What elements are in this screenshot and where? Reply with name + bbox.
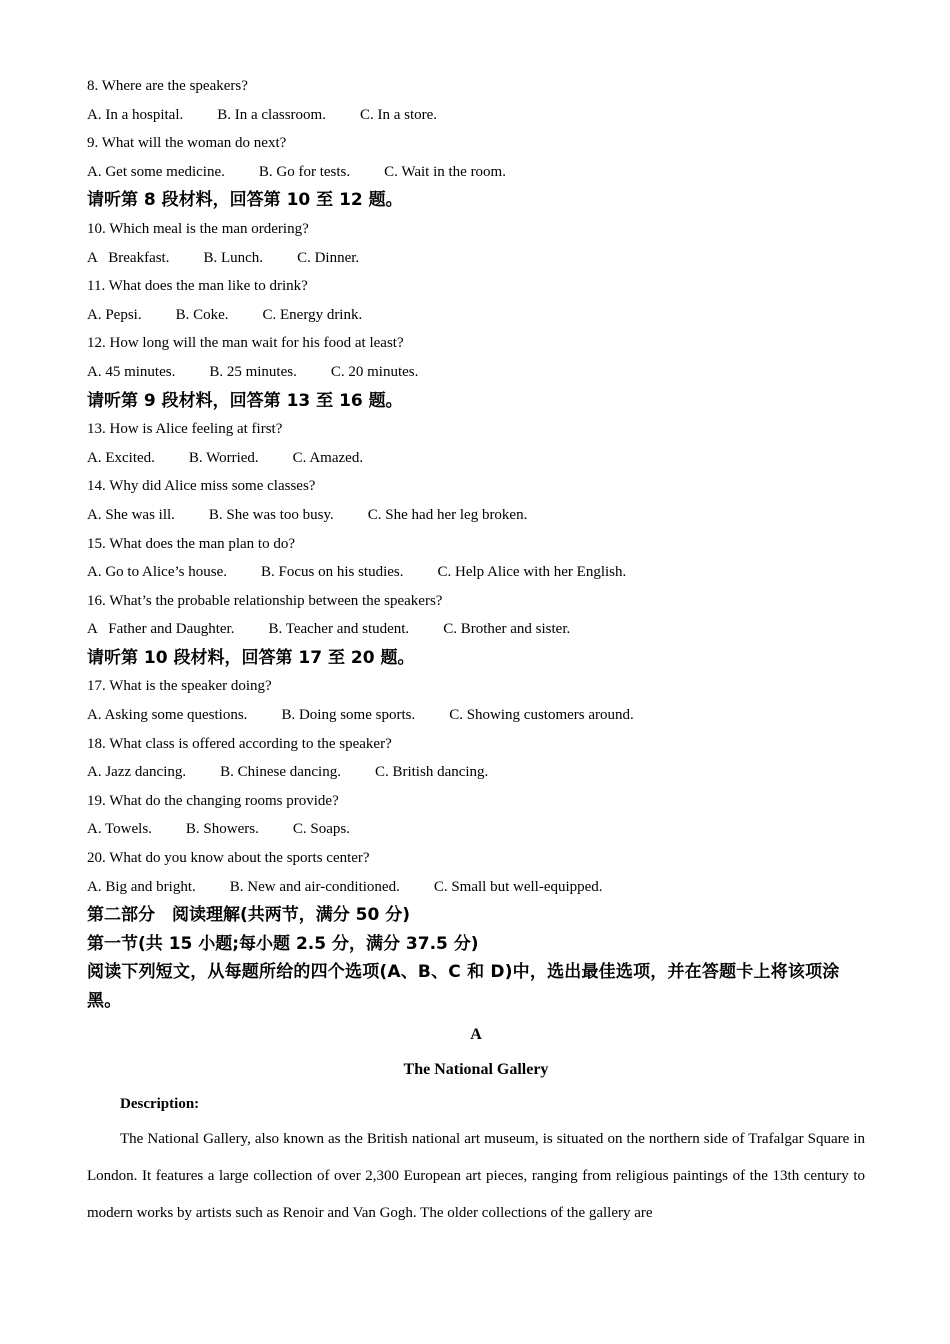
- section-10-heading: 请听第 10 段材料，回答第 17 至 20 题。: [87, 647, 415, 668]
- option: A. Get some medicine.: [87, 163, 225, 180]
- option: C. She had her leg broken.: [367, 506, 528, 523]
- option: A. Go to Alice’s house.: [87, 564, 227, 581]
- option: C. British dancing.: [374, 764, 489, 781]
- option: C. Dinner.: [297, 249, 360, 266]
- option: C. Energy drink.: [262, 306, 363, 323]
- option: B. Go for tests.: [258, 163, 351, 180]
- option: A. Towels.: [87, 821, 152, 838]
- section-8-heading: 请听第 8 段材料，回答第 10 至 12 题。: [87, 190, 403, 211]
- question-19: 19. What do the changing rooms provide?: [87, 792, 339, 809]
- option: B. Teacher and student.: [268, 621, 410, 638]
- option: B. Coke.: [175, 306, 229, 323]
- question-11: 11. What does the man like to drink?: [87, 278, 308, 295]
- option: C. Soaps.: [292, 821, 350, 838]
- section-1-title: 第一节(共 15 小题;每小题 2.5 分，满分 37.5 分): [87, 933, 479, 954]
- option: C. Help Alice with her English.: [437, 564, 627, 581]
- option: B. In a classroom.: [217, 106, 326, 123]
- question-11-options: [87, 301, 865, 330]
- question-13: 13. How is Alice feeling at first?: [87, 421, 283, 438]
- option: C. Amazed.: [292, 449, 364, 466]
- option: A Breakfast.: [87, 249, 170, 266]
- option: A. 45 minutes.: [87, 363, 176, 380]
- question-12: 12. How long will the man wait for his food at least?: [87, 335, 404, 352]
- option: C. Showing customers around.: [449, 707, 634, 724]
- question-9-options: [87, 158, 865, 187]
- document-page: [87, 72, 865, 1232]
- question-15: 15. What does the man plan to do?: [87, 535, 296, 552]
- question-20: 20. What do you know about the sports center?: [87, 850, 370, 867]
- section-9-heading: 请听第 9 段材料，回答第 13 至 16 题。: [87, 390, 403, 411]
- option: A. Big and bright.: [87, 878, 196, 895]
- option: B. Doing some sports.: [281, 707, 416, 724]
- question-10: 10. Which meal is the man ordering?: [87, 220, 309, 237]
- option: B. 25 minutes.: [209, 363, 297, 380]
- option: B. Lunch.: [203, 249, 264, 266]
- part-2-title: 第二部分 阅读理解(共两节，满分 50 分): [87, 905, 411, 926]
- passage-title: The National Gallery: [403, 1061, 549, 1079]
- question-16-options: [87, 615, 865, 644]
- option: C. Small but well-equipped.: [433, 878, 603, 895]
- option: C. Wait in the room.: [384, 163, 506, 180]
- option: B. She was too busy.: [208, 506, 334, 523]
- option: B. Showers.: [185, 821, 259, 838]
- option: C. 20 minutes.: [330, 363, 419, 380]
- description-label: Description:: [120, 1096, 200, 1113]
- question-17-options: [87, 701, 865, 730]
- question-17: 17. What is the speaker doing?: [87, 678, 272, 695]
- option: B. New and air-conditioned.: [229, 878, 400, 895]
- question-10-options: [87, 244, 865, 273]
- option: A. Excited.: [87, 449, 155, 466]
- question-18: 18. What class is offered according to the speaker?: [87, 735, 392, 752]
- question-8: 8. Where are the speakers?: [87, 78, 248, 94]
- option: A Father and Daughter.: [87, 621, 235, 638]
- option: A. Pepsi.: [87, 306, 142, 323]
- passage-letter: A: [470, 1026, 482, 1044]
- question-14-options: [87, 501, 865, 530]
- option: C. Brother and sister.: [443, 621, 571, 638]
- option: A. She was ill.: [87, 506, 175, 523]
- question-15-options: [87, 558, 865, 587]
- option: A. In a hospital.: [87, 106, 184, 123]
- question-18-options: [87, 758, 865, 787]
- option: C. In a store.: [359, 106, 438, 123]
- question-12-options: [87, 358, 865, 387]
- option: B. Worried.: [188, 449, 259, 466]
- question-8-options: [87, 101, 865, 130]
- question-20-options: [87, 873, 865, 902]
- option: B. Focus on his studies.: [261, 564, 404, 581]
- question-9: 9. What will the woman do next?: [87, 135, 287, 152]
- option: A. Asking some questions.: [87, 707, 248, 724]
- passage-paragraph: The National Gallery, also known as the British national art museum, is situated on the northern side of Trafalgar Square in London. It features a large collection of over 2,300 European art pieces, ranging from religious paintings of the 13th century to modern works by artists such as Renoir and Van Gogh. The older collections of the gallery are: [87, 1131, 865, 1222]
- option: A. Jazz dancing.: [87, 764, 187, 781]
- reading-instructions: 阅读下列短文，从每题所给的四个选项(A、B、C 和 D)中，选出最佳选项，并在答题卡上将该项涂黑。: [87, 962, 840, 1011]
- question-14: 14. Why did Alice miss some classes?: [87, 478, 316, 495]
- question-13-options: [87, 444, 865, 473]
- option: B. Chinese dancing.: [220, 764, 341, 781]
- question-19-options: [87, 815, 865, 844]
- question-16: 16. What’s the probable relationship between the speakers?: [87, 592, 443, 609]
